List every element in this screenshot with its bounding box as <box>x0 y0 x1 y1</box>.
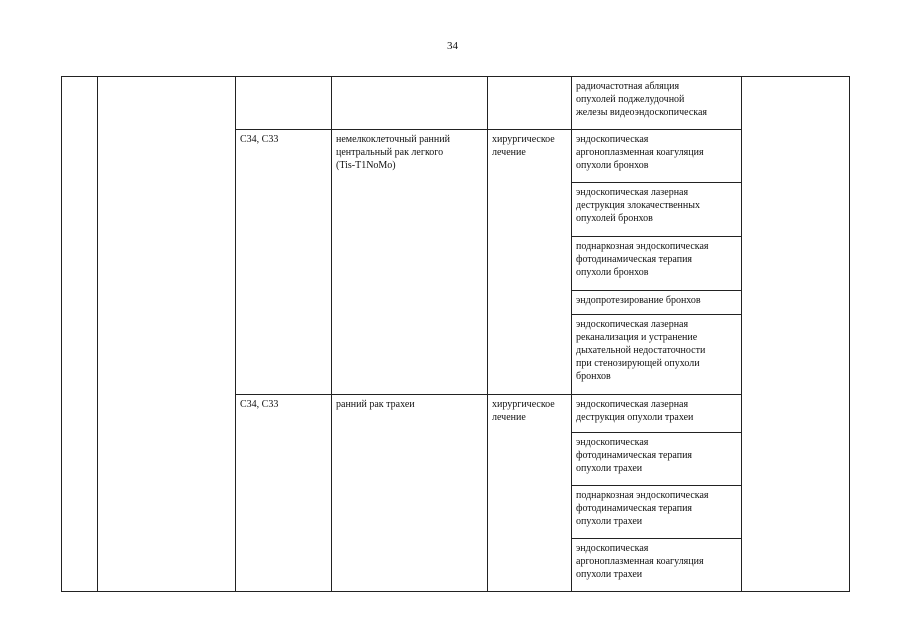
treatment-type-cell: хирургическое лечение <box>488 130 572 395</box>
diagnosis-cell <box>332 77 488 130</box>
method-cell: поднаркозная эндоскопическая фотодинамическая терапия опухоли трахеи <box>572 486 742 539</box>
method-cell: радиочастотная абляция опухолей поджелудочной железы видеоэндоскопическая <box>572 77 742 130</box>
treatment-type-cell: хирургическое лечение <box>488 395 572 592</box>
method-cell: поднаркозная эндоскопическая фотодинамическая терапия опухоли бронхов <box>572 237 742 291</box>
codes-cell: C34, C33 <box>236 395 332 592</box>
number-column-cell <box>62 77 98 592</box>
page-number: 34 <box>447 40 458 52</box>
medical-procedures-table <box>61 76 850 592</box>
method-cell: эндоскопическая аргоноплазменная коагуляция опухоли трахеи <box>572 539 742 592</box>
profile-column-cell <box>98 77 236 592</box>
extra-column-cell <box>742 77 850 592</box>
method-cell: эндоскопическая лазерная реканализация и устранение дыхательной недостаточности при стенозирующей опухоли бронхов <box>572 315 742 395</box>
method-cell: эндопротезирование бронхов <box>572 291 742 315</box>
treatment-type-cell <box>488 77 572 130</box>
diagnosis-cell: немелкоклеточный ранний центральный рак легкого (Tis-T1NoMo) <box>332 130 488 395</box>
method-cell: эндоскопическая лазерная деструкция опухоли трахеи <box>572 395 742 433</box>
diagnosis-cell: ранний рак трахеи <box>332 395 488 592</box>
method-cell: эндоскопическая лазерная деструкция злокачественных опухолей бронхов <box>572 183 742 237</box>
codes-cell: C34, C33 <box>236 130 332 395</box>
codes-cell <box>236 77 332 130</box>
table-row <box>62 77 850 130</box>
method-cell: эндоскопическая фотодинамическая терапия опухоли трахеи <box>572 433 742 486</box>
method-cell: эндоскопическая аргоноплазменная коагуляция опухоли бронхов <box>572 130 742 183</box>
